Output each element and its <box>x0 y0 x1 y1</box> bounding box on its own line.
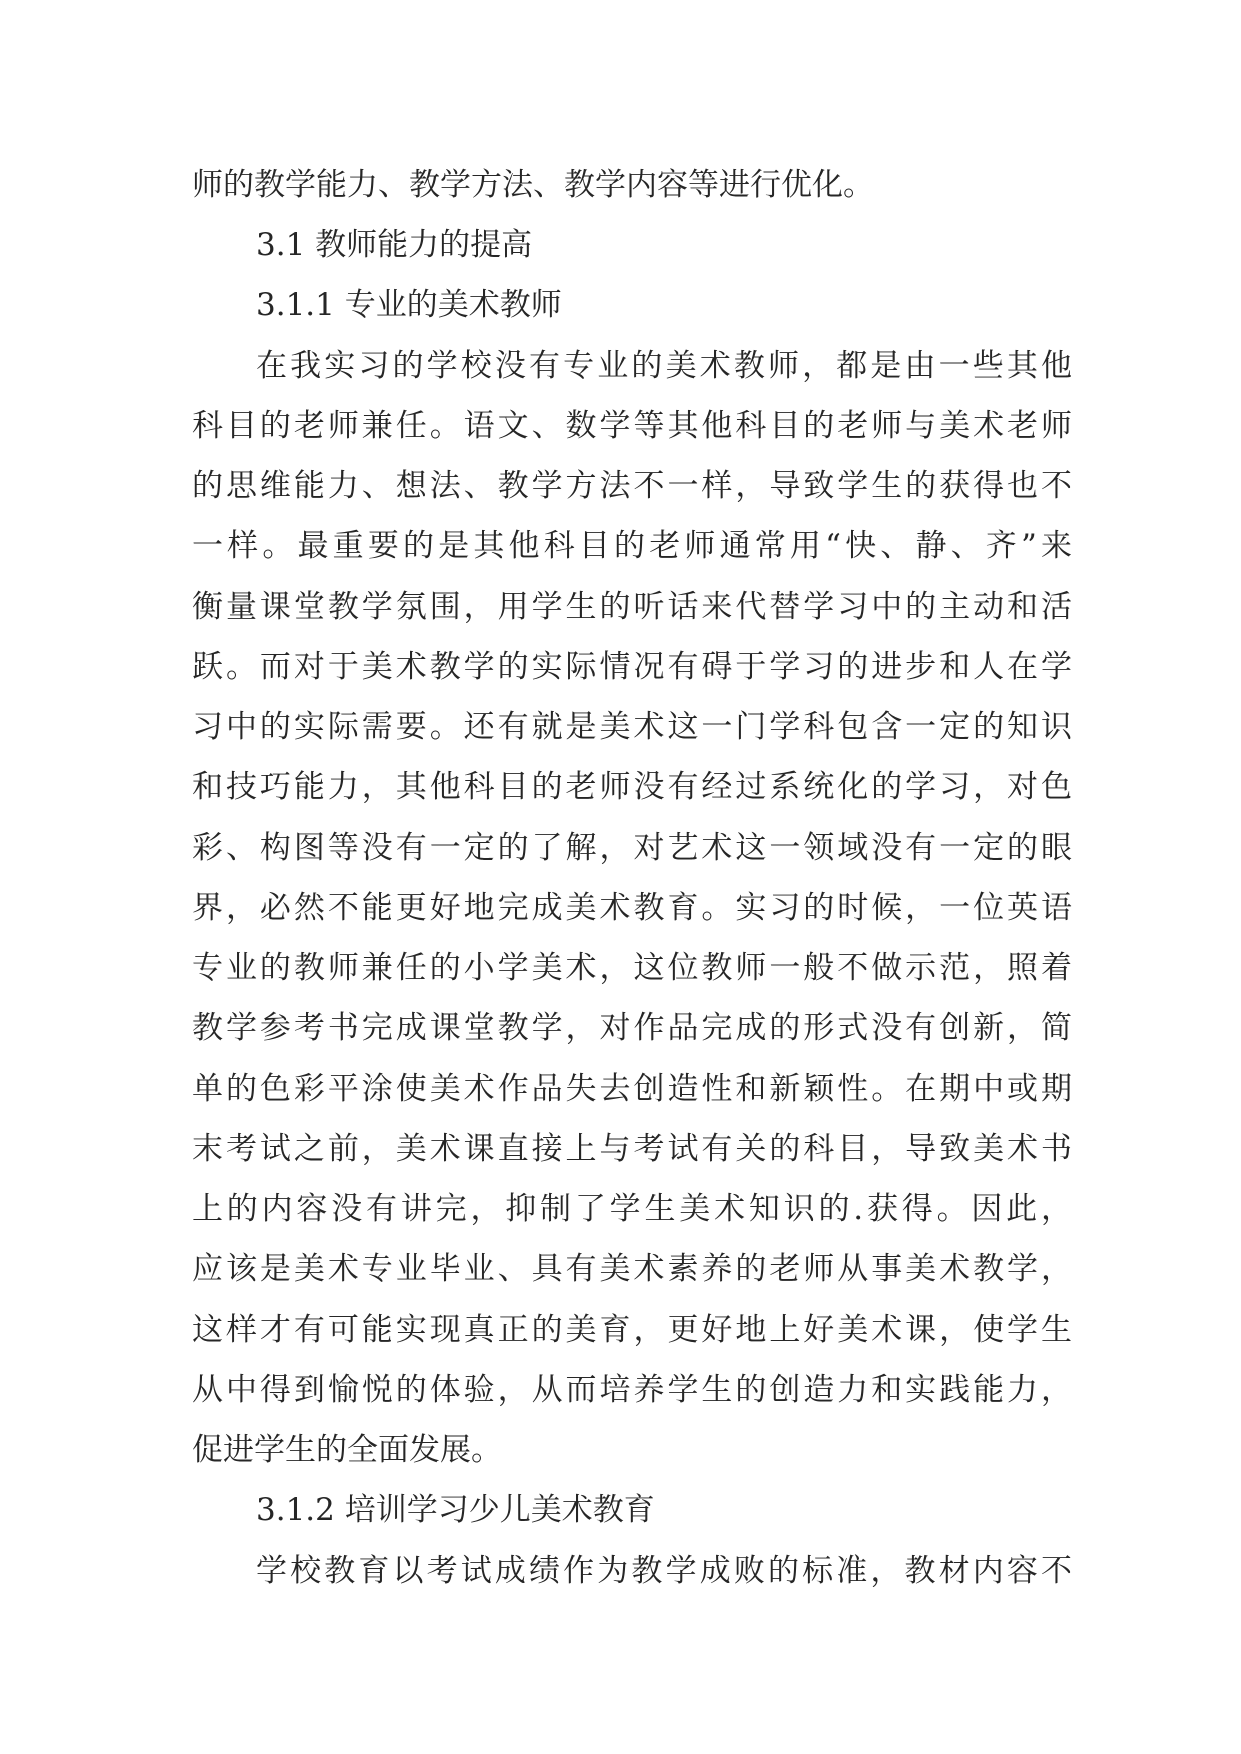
paragraph-line: 末考试之前，美术课直接上与考试有关的科目，导致美术书 <box>192 1131 1072 1167</box>
paragraph-line: 从中得到愉悦的体验，从而培养学生的创造力和实践能力， <box>192 1372 1072 1408</box>
paragraph-continuation-line: 师的教学能力、教学方法、教学内容等进行优化。 <box>192 167 874 203</box>
paragraph-line: 界，必然不能更好地完成美术教育。实习的时候，一位英语 <box>192 890 1072 926</box>
subsection-heading-3-1-1: 3.1.1 专业的美术教师 <box>256 287 562 323</box>
paragraph-line: 上的内容没有讲完，抑制了学生美术知识的.获得。因此， <box>192 1191 1072 1227</box>
paragraph-line: 单的色彩平涂使美术作品失去创造性和新颖性。在期中或期 <box>192 1071 1072 1107</box>
paragraph-line: 习中的实际需要。还有就是美术这一门学科包含一定的知识 <box>192 709 1072 745</box>
paragraph-line: 一样。最重要的是其他科目的老师通常用“快、静、齐”来 <box>192 528 1072 564</box>
paragraph-line: 促进学生的全面发展。 <box>192 1432 502 1468</box>
paragraph-line: 和技巧能力，其他科目的老师没有经过系统化的学习，对色 <box>192 769 1072 805</box>
paragraph-line: 专业的教师兼任的小学美术，这位教师一般不做示范，照着 <box>192 950 1072 986</box>
paragraph-line: 学校教育以考试成绩作为教学成败的标准，教材内容不 <box>256 1553 1072 1589</box>
paragraph-line: 的思维能力、想法、教学方法不一样，导致学生的获得也不 <box>192 468 1072 504</box>
paragraph-line: 彩、构图等没有一定的了解，对艺术这一领域没有一定的眼 <box>192 830 1072 866</box>
paragraph-line: 在我实习的学校没有专业的美术教师，都是由一些其他 <box>256 348 1072 384</box>
paragraph-line: 应该是美术专业毕业、具有美术素养的老师从事美术教学， <box>192 1251 1072 1287</box>
paragraph-line: 这样才有可能实现真正的美育，更好地上好美术课，使学生 <box>192 1312 1072 1348</box>
paragraph-line: 跃。而对于美术教学的实际情况有碍于学习的进步和人在学 <box>192 649 1072 685</box>
paragraph-line: 科目的老师兼任。语文、数学等其他科目的老师与美术老师 <box>192 408 1072 444</box>
paragraph-line: 教学参考书完成课堂教学，对作品完成的形式没有创新，简 <box>192 1010 1072 1046</box>
paragraph-line: 衡量课堂教学氛围，用学生的听话来代替学习中的主动和活 <box>192 589 1072 625</box>
section-heading-3-1: 3.1 教师能力的提高 <box>256 227 533 263</box>
subsection-heading-3-1-2: 3.1.2 培训学习少儿美术教育 <box>256 1492 655 1528</box>
